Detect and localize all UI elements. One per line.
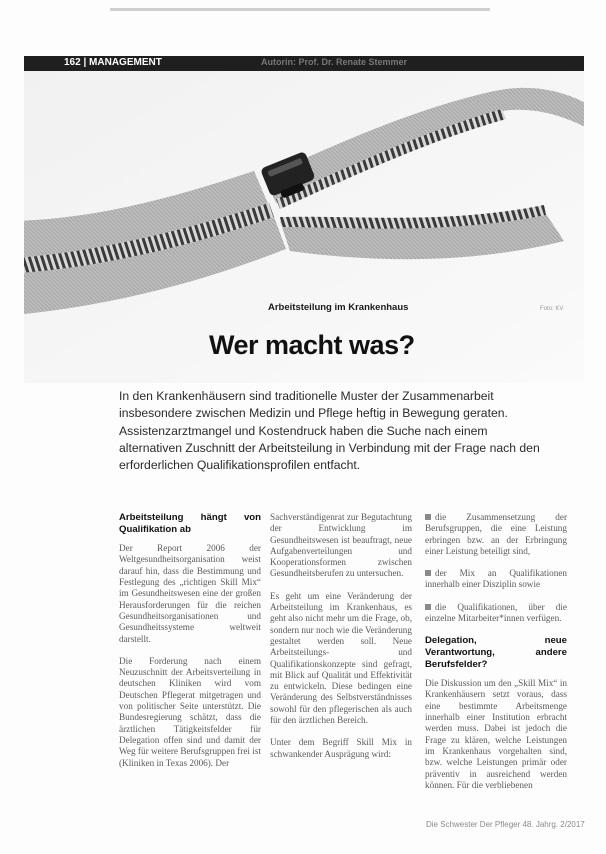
paragraph: Die Forderung nach einem Neuzuschnitt der Arbeitsverteilung in deutschen Kliniken wird vom Deutschen Pflegerat mitgetragen und von politischer Seite unterstützt. Die Bundesregierung schätzt, dass die ärztlichen Tätigkeitsfelder für Delegation offen sind und damit der Weg für weitere Berufsgruppen frei ist (Kliniken in Texas 2006). Der	[119, 655, 261, 768]
article-kicker: Arbeitsteilung im Krankenhaus	[268, 302, 409, 313]
square-bullet-icon	[425, 570, 431, 576]
author-line: Autorin: Prof. Dr. Renate Stemmer	[261, 57, 408, 67]
paragraph: Der Report 2006 der Weltgesundheitsorganisation weist darauf hin, dass die Bestimmung und Festlegung des „richtigen Skill Mix“ im Gesundheitswesen eine der großen Herausforderungen für die reichen Gesundheitsorganisationen und Gesundheitssysteme weltweit darstellt.	[119, 543, 261, 644]
section-heading-2: Delegation, neue Verantwortung, andere Berufsfelder?	[425, 635, 567, 670]
bullet-item: der Mix an Qualifikationen innerhalb einer Disziplin sowie	[425, 568, 567, 590]
text-column-3	[425, 512, 567, 802]
section-heading-1: Arbeitsteilung hängt von Qualifikation ab	[119, 512, 261, 535]
scan-edge-rule	[110, 8, 490, 11]
paragraph: Sachverständigenrat zur Begutachtung der Entwicklung im Gesundheitswesen ist beauftragt, neue Aufgabenverteilungen und Kooperationsformen zwischen Gesundheitsberufen zu untersuchen.	[270, 512, 412, 579]
paragraph: Unter dem Begriff Skill Mix in schwankender Ausprägung wird:	[270, 737, 412, 759]
square-bullet-icon	[425, 514, 431, 520]
page-footer: Die Schwester Der Pfleger 48. Jahrg. 2/2017	[426, 820, 585, 829]
photo-credit: Foto: KV	[540, 306, 564, 312]
paragraph: Die Diskussion um den „Skill Mix“ in Krankenhäusern setzt voraus, dass eine bestimmte Arbeitsmenge innerhalb einer Institution erbracht werden muss. Dabei ist jedoch die Frage zu klären, welche Leistungen im Krankenhaus vorgehalten sind, bzw. welche Leistungen primär oder präventiv in ausreichend werden können. Für die verbliebenen	[425, 678, 567, 790]
square-bullet-icon	[425, 604, 431, 610]
paragraph: Es geht um eine Veränderung der Arbeitsteilung im Krankenhaus, es geht also nicht mehr um die Frage, ob, sondern nur noch wie die Veränderung gestaltet werden soll. Neue Arbeitsteilungs- und Qualifikationskonzepte sind gefragt, mit Blick auf Qualität und Effektivität zu entwickeln. Diese bedingen eine Veränderung des Selbstverständnisses sowohl für den pflegerischen als auch für den ärztlichen Bereich.	[270, 590, 412, 726]
article-title: Wer macht was?	[209, 330, 415, 360]
bullet-item: die Qualifikationen, über die einzelne Mitarbeiter*innen verfügen.	[425, 601, 567, 624]
bullet-item: die Zusammensetzung der Berufsgruppen, die eine Leistung erbringen bzw. an der Erbringung einer Leistung beteiligt sind,	[425, 512, 567, 556]
page-section-label: 162 | MANAGEMENT	[64, 57, 162, 68]
running-header	[24, 56, 584, 71]
text-column-1	[119, 512, 261, 780]
article-lead: In den Krankenhäusern sind traditionelle Muster der Zusammenarbeit insbesondere zwischen Medizin und Pflege heftig in Bewegung geraten. Assistenzarztmangel und Kostendruck haben die Suche nach einem alternativen Zuschnitt der Arbeitsteilung in Verbindung mit der Frage nach den erforderlichen Qualifikationsprofilen entfacht.	[119, 389, 540, 473]
text-column-2	[270, 512, 412, 771]
